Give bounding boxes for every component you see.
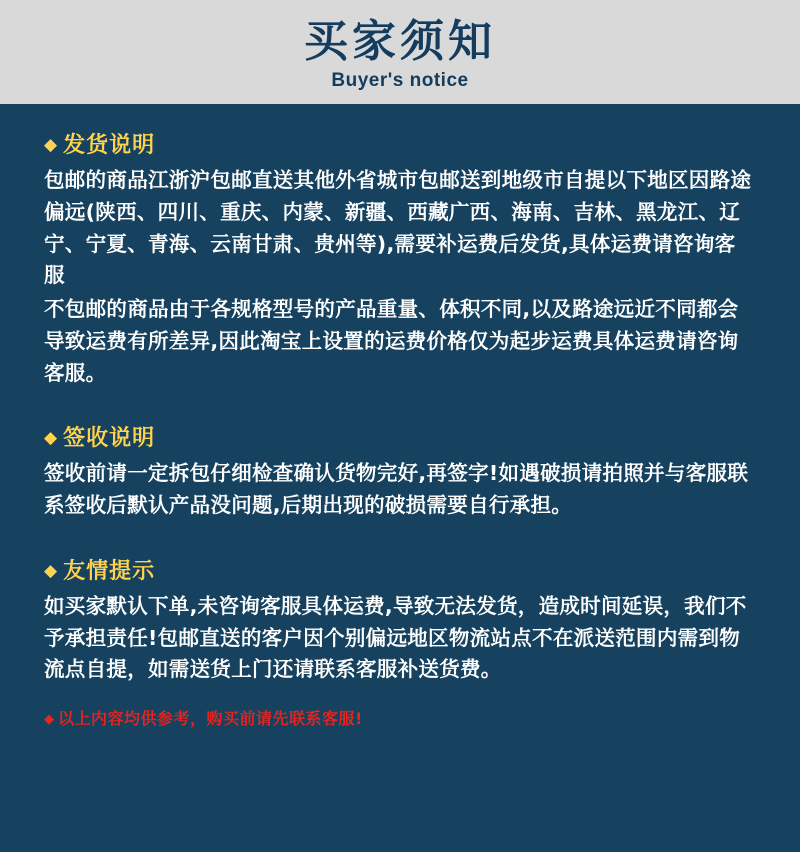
- section-receipt: [44, 421, 756, 522]
- diamond-icon: ◆: [44, 560, 58, 580]
- spacer: [44, 399, 756, 421]
- footnote: [44, 706, 756, 729]
- page-title-en: Buyer's notice: [331, 70, 469, 92]
- page-header: [0, 0, 800, 104]
- diamond-icon: ◆: [44, 135, 58, 154]
- section-reminder-heading: [44, 554, 756, 585]
- section-reminder-paragraph-1: 如买家默认下单,未咨询客服具体运费,导致无法发货，造成时间延误，我们不予承担责任!包邮直送的客户因个别偏远地区物流站点不在派送范围内需到物流点自提，如需送货上门还请联系客服补送货费。: [44, 593, 747, 682]
- footnote-text: 以上内容均供参考，购买前请先联系客服!: [58, 709, 363, 729]
- section-shipping-title: 发货说明: [63, 133, 156, 158]
- notice-panel: [0, 104, 800, 852]
- section-receipt-paragraph-1: 签收前请一定拆包仔细检查确认货物完好,再签字!如遇破损请拍照并与客服联系签收后默认产品没问题,后期出现的破损需要自行承担。: [44, 461, 749, 518]
- section-receipt-title: 签收说明: [63, 426, 156, 452]
- page-title-cn: 买家须知: [304, 15, 496, 67]
- section-shipping-heading: [44, 128, 756, 159]
- diamond-icon: ◆: [44, 428, 58, 448]
- section-receipt-heading: [44, 421, 756, 452]
- section-shipping: [44, 128, 756, 389]
- section-shipping-paragraph-1: 包邮的商品江浙沪包邮直送其他外省城市包邮送到地级市自提以下地区因路途偏远(陕西、四川、重庆、内蒙、新疆、西藏广西、海南、吉林、黑龙江、辽宁、宁夏、青海、云南甘肃、贵州等),需要补运费后发货,具体运费请咨询客服: [44, 168, 752, 288]
- section-reminder: [44, 554, 756, 686]
- spacer: [44, 532, 756, 554]
- section-shipping-paragraph-2: 不包邮的商品由于各规格型号的产品重量、体积不同,以及路途远近不同都会导致运费有所差异,因此淘宝上设置的运费价格仅为起步运费具体运费请咨询客服。: [44, 297, 739, 385]
- diamond-icon: ◆: [44, 711, 54, 727]
- section-reminder-title: 友情提示: [63, 558, 156, 584]
